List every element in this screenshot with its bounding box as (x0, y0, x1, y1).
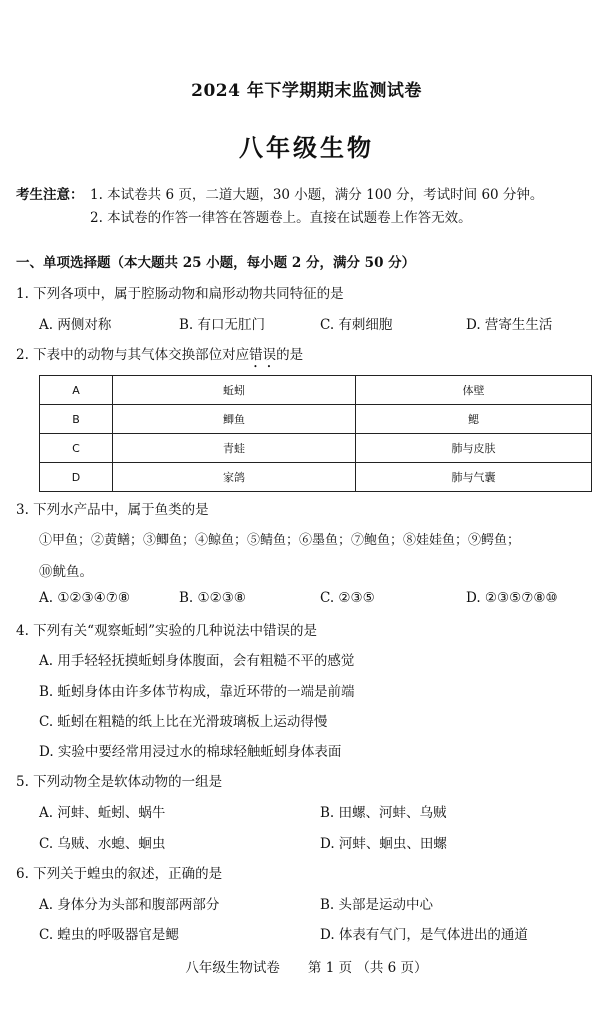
question-5-stem: 5. 下列动物全是软体动物的一组是 (16, 774, 223, 790)
question-5-option-d: D. 河蚌、蛔虫、田螺 (320, 836, 447, 852)
question-4-option-b: B. 蚯蚓身体由许多体节构成，靠近环带的一端是前端 (39, 684, 355, 700)
question-3-option-a: A. ①②③④⑦⑧ (39, 590, 130, 606)
question-5-option-c: C. 乌贼、水螅、蛔虫 (39, 836, 166, 852)
question-6-option-b: B. 头部是运动中心 (320, 897, 434, 913)
table-cell-option: A (40, 376, 113, 405)
subject-title: 八年级生物 (239, 133, 374, 162)
question-3-items-line-1: ①甲鱼；②黄鳝；③鲫鱼；④鲸鱼；⑤鲭鱼；⑥墨鱼；⑦鲍鱼；⑧娃娃鱼；⑨鳄鱼； (39, 533, 521, 548)
question-3-option-c: C. ②③⑤ (320, 590, 375, 606)
section-heading: 一、单项选择题（本大题共 25 小题，每小题 2 分，满分 50 分） (16, 255, 416, 271)
footer-page-number: 第 1 页 （共 6 页） (307, 960, 428, 976)
question-6-option-a: A. 身体分为头部和腹部两部分 (39, 897, 220, 913)
table-cell-organ: 体壁 (356, 376, 592, 405)
table-cell-organ: 肺与皮肤 (356, 434, 592, 463)
question-3-stem: 3. 下列水产品中，属于鱼类的是 (16, 502, 209, 518)
question-3-option-d: D. ②③⑤⑦⑧⑩ (466, 590, 558, 606)
question-3-option-b: B. ①②③⑧ (179, 590, 246, 606)
question-5-option-a: A. 河蚌、蚯蚓、蜗牛 (39, 805, 166, 821)
question-2-stem (16, 343, 303, 371)
table-cell-animal: 青蛙 (113, 434, 356, 463)
question-6-option-d: D. 体表有气门，是气体进出的通道 (320, 927, 528, 943)
table-row (40, 405, 592, 434)
table-cell-animal: 鲫鱼 (113, 405, 356, 434)
question-6-option-c: C. 蝗虫的呼吸器官是鳃 (39, 927, 179, 943)
question-2-stem-text: 2. 下表中的动物与其气体交换部位对应 (16, 347, 250, 363)
table-row (40, 376, 592, 405)
notice-line-2: 2. 本试卷的作答一律答在答题卷上。直接在试题卷上作答无效。 (90, 210, 472, 226)
question-1-stem: 1. 下列各项中，属于腔肠动物和扁形动物共同特征的是 (16, 286, 344, 302)
question-1-option-b: B. 有口无肛门 (179, 317, 266, 333)
page-footer (0, 956, 613, 976)
table-cell-option: C (40, 434, 113, 463)
question-1-option-a: A. 两侧对称 (39, 317, 112, 333)
table-cell-animal: 家鸽 (113, 463, 356, 492)
question-1-option-d: D. 营寄生生活 (466, 317, 553, 333)
notice-label: 考生注意： (16, 187, 84, 203)
exam-title: 2024 年下学期期末监测试卷 (191, 81, 422, 101)
notice-line-1: 1. 本试卷共 6 页，二道大题，30 小题，满分 100 分，考试时间 60 分钟。 (90, 187, 544, 203)
table-row (40, 463, 592, 492)
question-3-items-line-2: ⑩鱿鱼。 (39, 564, 93, 580)
animal-gas-exchange-table (39, 375, 592, 492)
table-cell-organ: 鳃 (356, 405, 592, 434)
question-6-stem: 6. 下列关于蝗虫的叙述，正确的是 (16, 866, 223, 882)
question-2-stem-emphasis: 错误 (249, 347, 277, 363)
question-2-stem-end: 的是 (276, 347, 304, 363)
table-row (40, 434, 592, 463)
question-4-option-a: A. 用手轻轻抚摸蚯蚓身体腹面，会有粗糙不平的感觉 (39, 653, 355, 669)
question-4-option-d: D. 实验中要经常用浸过水的棉球轻触蚯蚓身体表面 (39, 744, 342, 760)
question-4-stem: 4. 下列有关“观察蚯蚓”实验的几种说法中错误的是 (16, 623, 317, 639)
table-cell-option: B (40, 405, 113, 434)
question-4-option-c: C. 蚯蚓在粗糙的纸上比在光滑玻璃板上运动得慢 (39, 714, 328, 730)
table-cell-organ: 肺与气囊 (356, 463, 592, 492)
table-cell-animal: 蚯蚓 (113, 376, 356, 405)
question-1-option-c: C. 有刺细胞 (320, 317, 393, 333)
footer-subject: 八年级生物试卷 (185, 960, 280, 976)
table-cell-option: D (40, 463, 113, 492)
question-5-option-b: B. 田螺、河蚌、乌贼 (320, 805, 447, 821)
